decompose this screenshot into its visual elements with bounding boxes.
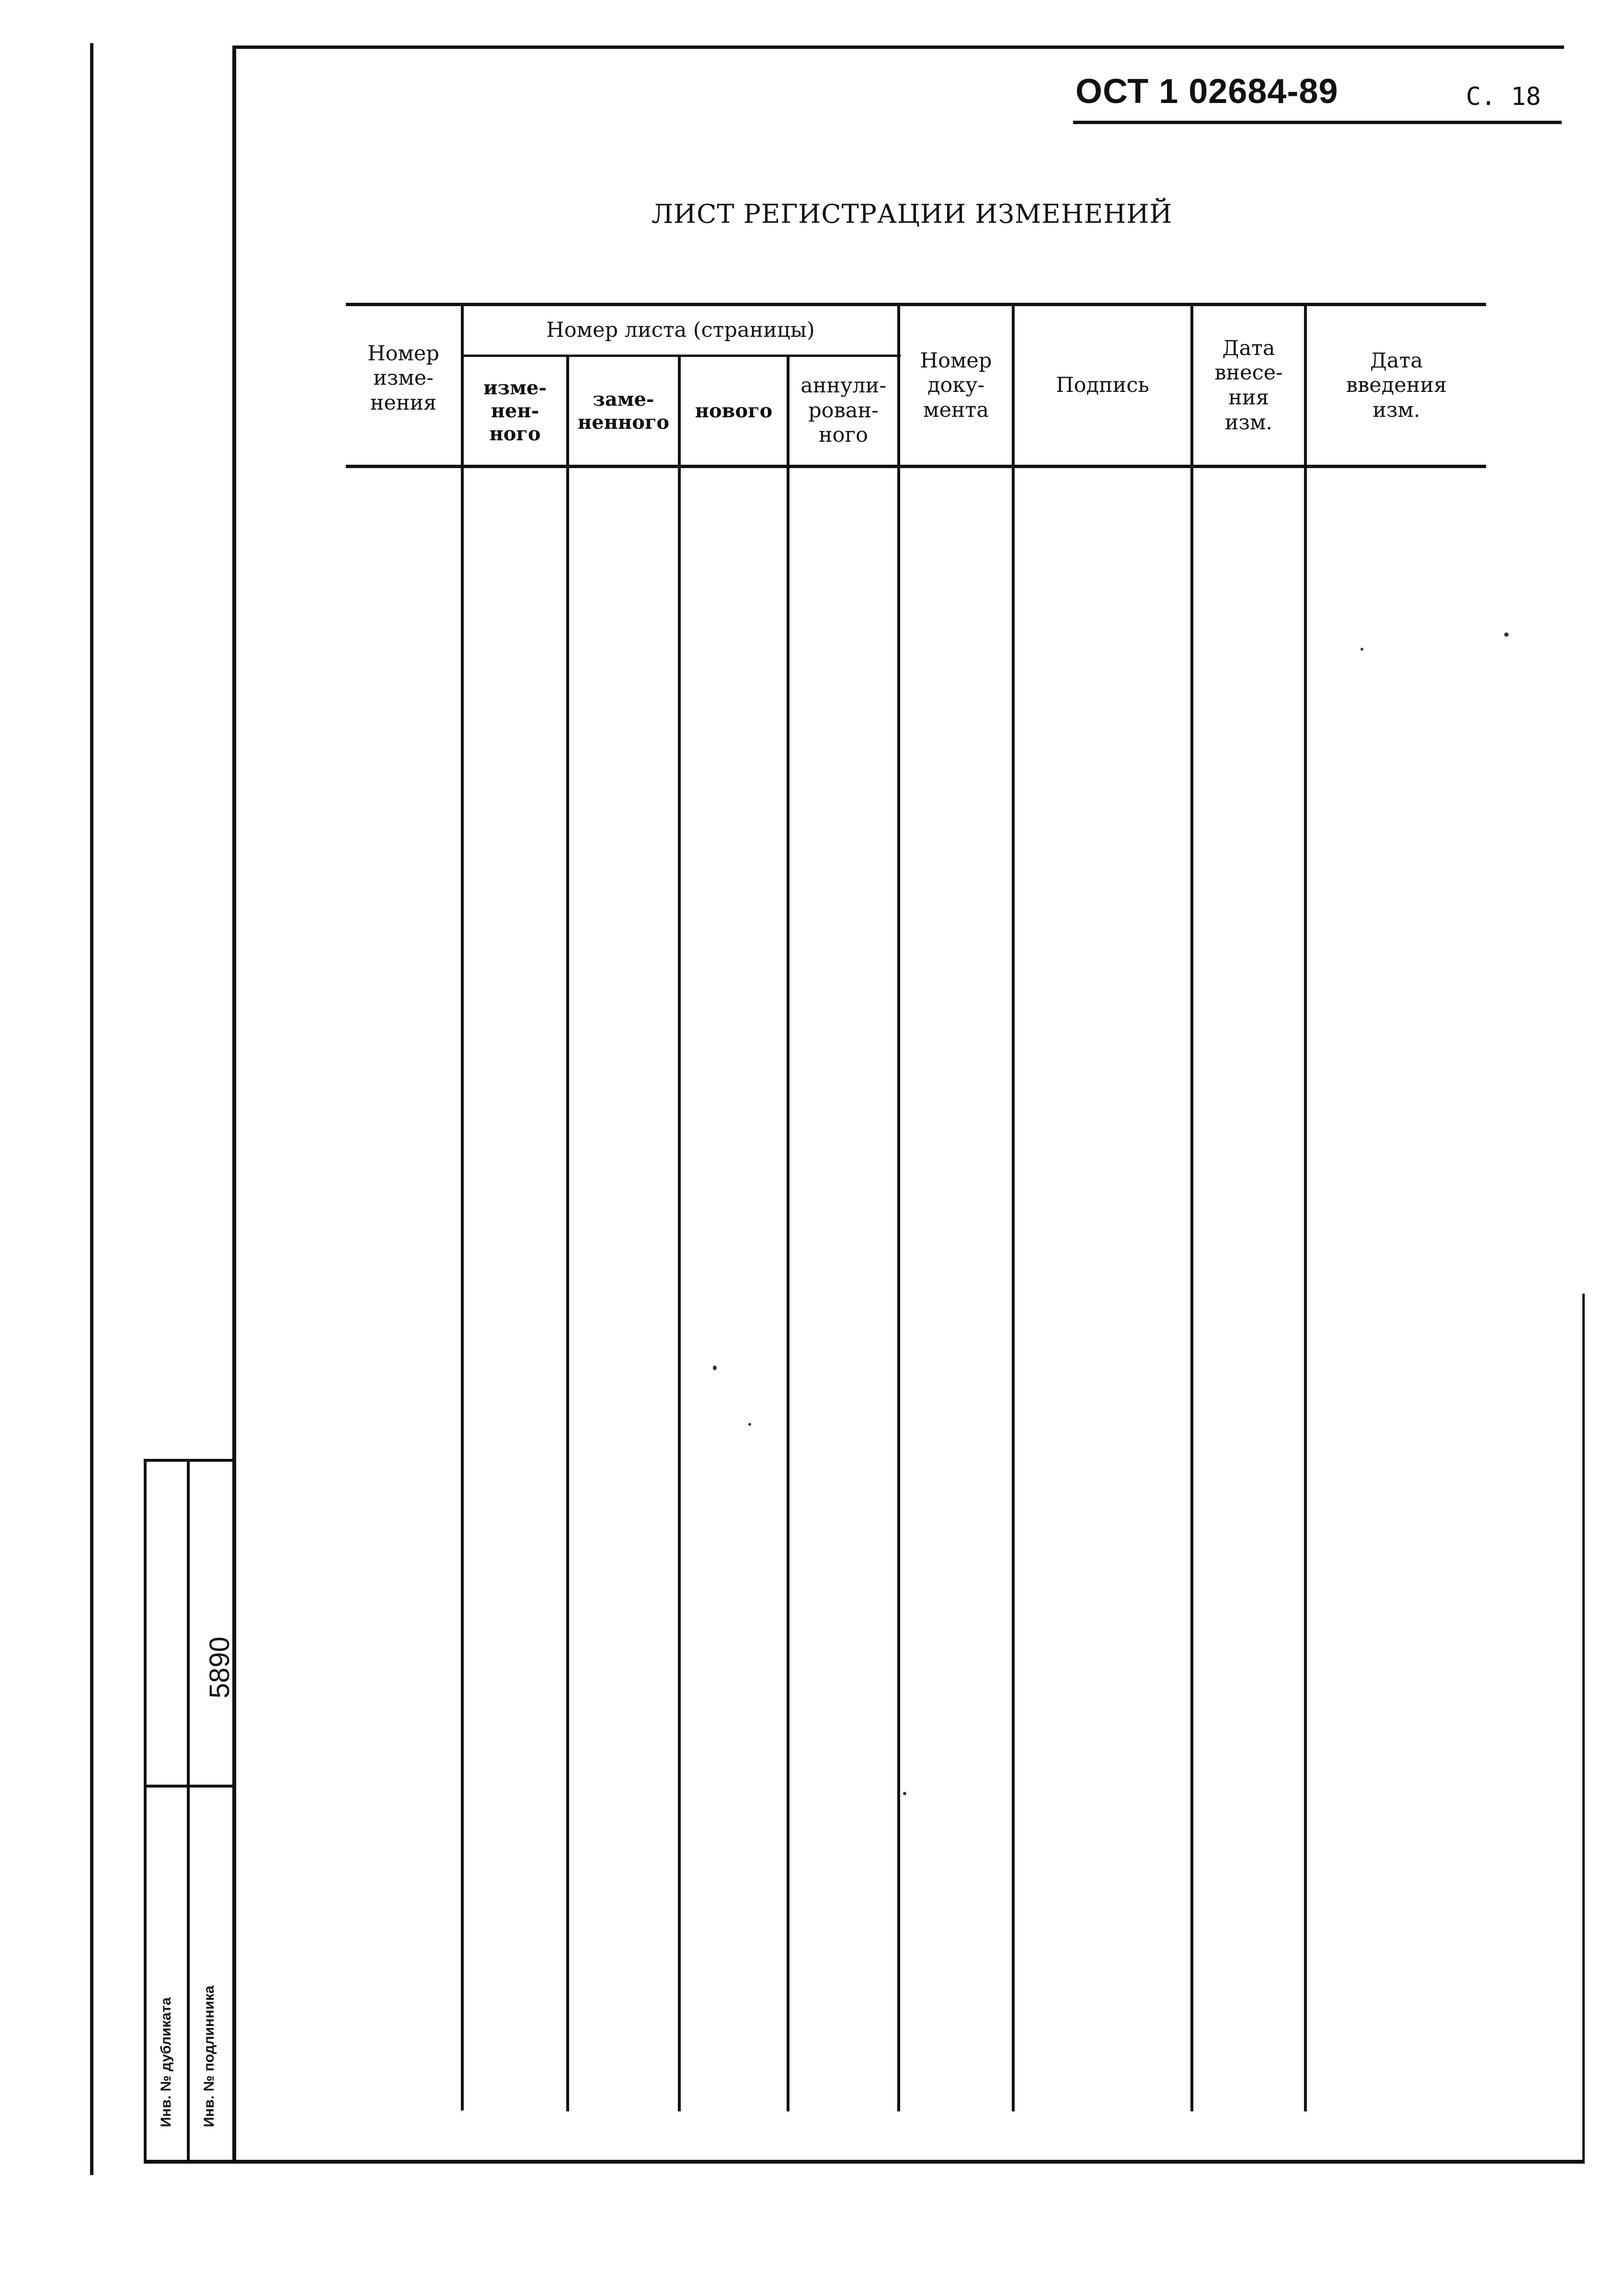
column-header-effective-date: Дата введения изм. <box>1346 348 1447 422</box>
column-divider <box>1012 304 1015 2111</box>
column-divider <box>1304 304 1307 2111</box>
column-header-replaced: заме- ненного <box>577 388 670 434</box>
stamp-label-original: Инв. № подлинника <box>201 1985 217 2127</box>
column-header-new: нового <box>695 399 773 422</box>
column-header-changed: изме- нен- ного <box>483 376 547 445</box>
page-number-group-header: Номер листа (страницы) <box>546 318 815 343</box>
sheet-title: ЛИСТ РЕГИСТРАЦИИ ИЗМЕНЕНИЙ <box>652 199 1173 229</box>
frame-line-bottom <box>144 2160 1585 2164</box>
column-divider <box>1190 304 1193 2111</box>
column-header-document-number: Номер доку- мента <box>920 348 992 422</box>
table-top-rule <box>346 303 1486 306</box>
document-code-underline <box>1073 121 1562 124</box>
stamp-center-rule <box>187 1459 190 2162</box>
scan-speck <box>713 1365 717 1370</box>
stamp-left-rule <box>144 1459 147 2162</box>
column-header-signature: Подпись <box>1056 373 1149 398</box>
document-code: ОСТ 1 02684-89 <box>1075 72 1338 111</box>
column-divider <box>566 355 569 2111</box>
column-header-change-number: Номер изме- нения <box>367 341 439 415</box>
scan-speck <box>1504 632 1509 637</box>
binding-line-left <box>90 43 93 2175</box>
scan-speck <box>1361 648 1363 651</box>
column-divider <box>461 304 464 2110</box>
stamp-label-duplicate: Инв. № дубликата <box>158 1997 174 2127</box>
column-header-entry-date: Дата внесе- ния изм. <box>1214 336 1283 435</box>
frame-line-left <box>232 46 236 2163</box>
scan-speck <box>748 1423 751 1426</box>
column-header-annulled: аннули- рован- ного <box>801 374 886 447</box>
column-divider <box>678 355 681 2111</box>
page-number: С. 18 <box>1466 82 1541 111</box>
stamp-original-number: 5890 <box>204 1636 235 1698</box>
frame-line-top <box>232 46 1564 49</box>
column-divider <box>897 304 900 2111</box>
table-header-rule <box>346 465 1486 468</box>
frame-line-right <box>1582 1294 1585 2163</box>
column-divider <box>787 355 789 2111</box>
scan-speck <box>903 1792 906 1795</box>
